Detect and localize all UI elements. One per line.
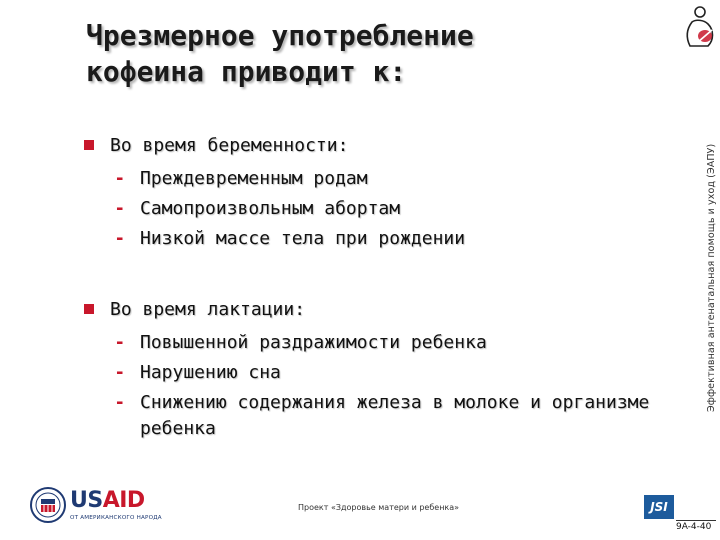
title-line-1: Чрезмерное употребление bbox=[86, 19, 474, 52]
page-title bbox=[86, 18, 646, 90]
pregnant-woman-no-cup-icon bbox=[678, 4, 720, 54]
jsi-logo: JSI bbox=[644, 495, 674, 519]
list-item bbox=[116, 194, 684, 224]
content bbox=[84, 130, 684, 442]
list-item-text: Повышенной раздражимости ребенка bbox=[140, 332, 487, 353]
usaid-aid: AID bbox=[102, 488, 145, 513]
dash-icon: - bbox=[116, 362, 124, 383]
list-item-text: Снижению содержания железа в молоке и организме ребенка bbox=[140, 392, 650, 439]
dash-icon: - bbox=[116, 198, 124, 219]
list-item bbox=[116, 388, 684, 442]
footer-divider bbox=[676, 520, 716, 521]
dash-icon: - bbox=[116, 392, 124, 413]
list-item bbox=[116, 224, 684, 254]
bullet-square-icon bbox=[84, 140, 94, 150]
usaid-wordmark bbox=[70, 489, 145, 513]
usaid-us: US bbox=[70, 488, 103, 513]
bullet-pregnancy bbox=[84, 130, 684, 160]
sidebar-course-title: Эффективная антенатальная помощь и уход (ЭАПУ) bbox=[706, 143, 717, 412]
sub-list-pregnancy bbox=[84, 164, 684, 254]
list-item bbox=[116, 358, 684, 388]
dash-icon: - bbox=[116, 228, 124, 249]
usaid-logo bbox=[30, 487, 162, 527]
sub-list-lactation bbox=[84, 328, 684, 442]
title-line-2: кофеина приводит к: bbox=[86, 55, 407, 88]
usaid-seal-icon bbox=[30, 487, 66, 523]
footer-project-text: Проект «Здоровье матери и ребенка» bbox=[298, 503, 460, 512]
usaid-tagline: ОТ АМЕРИКАНСКОГО НАРОДА bbox=[70, 515, 162, 521]
list-item bbox=[116, 328, 684, 358]
section-heading: Во время лактации: bbox=[110, 298, 306, 320]
bullet-square-icon bbox=[84, 304, 94, 314]
list-item-text: Самопроизвольным абортам bbox=[140, 198, 401, 219]
list-item-text: Низкой массе тела при рождении bbox=[140, 228, 466, 249]
section-pregnancy bbox=[84, 130, 684, 254]
section-heading: Во время беременности: bbox=[110, 134, 349, 156]
dash-icon: - bbox=[116, 168, 124, 189]
list-item-text: Нарушению сна bbox=[140, 362, 281, 383]
slide-code: 9A-4-40 bbox=[676, 522, 712, 532]
section-lactation bbox=[84, 294, 684, 442]
list-item bbox=[116, 164, 684, 194]
list-item-text: Преждевременным родам bbox=[140, 168, 368, 189]
dash-icon: - bbox=[116, 332, 124, 353]
bullet-lactation bbox=[84, 294, 684, 324]
